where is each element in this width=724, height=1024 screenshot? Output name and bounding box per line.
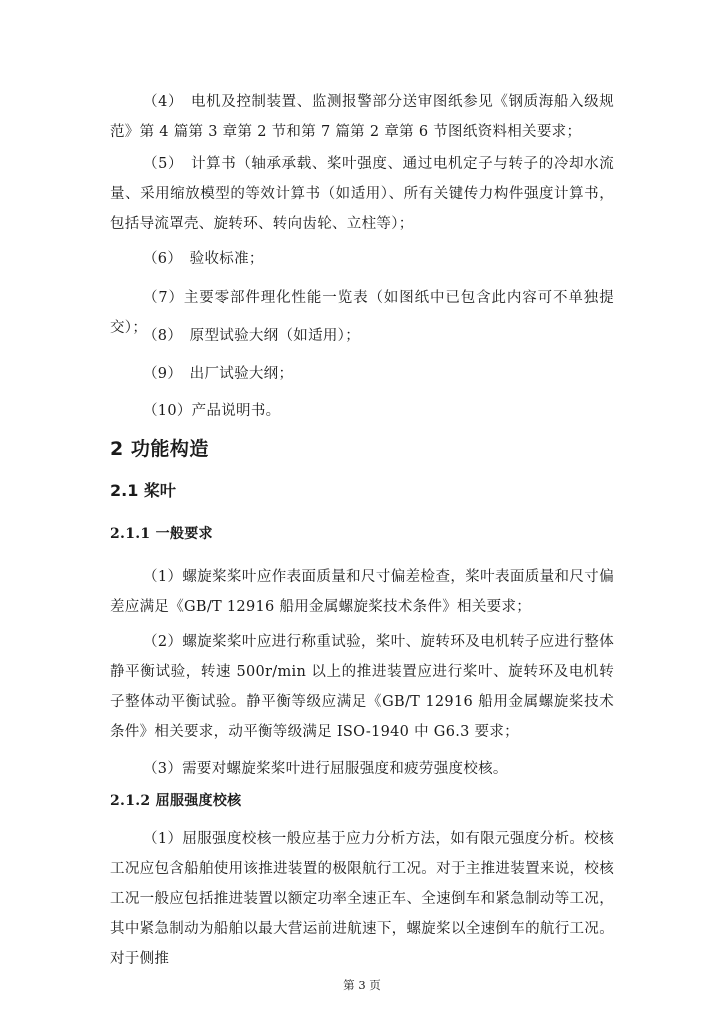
paragraph: （3）需要对螺旋桨桨叶进行屈服强度和疲劳强度校核。 bbox=[143, 761, 508, 777]
list-item-10: （10）产品说明书。 bbox=[143, 403, 281, 419]
list-item-8: （8） 原型试验大纲（如适用）； bbox=[143, 328, 361, 344]
page-number: 第 3 页 bbox=[343, 978, 381, 992]
subsection-heading: 2.1 桨叶 bbox=[110, 481, 176, 500]
list-item-6: （6） 验收标准； bbox=[143, 251, 264, 267]
list-item-7: （7）主要零部件理化性能一览表（如图纸中已包含此内容可不单独提交）； bbox=[110, 290, 614, 336]
paragraph: （1）螺旋桨桨叶应作表面质量和尺寸偏差检查，桨叶表面质量和尺寸偏差应满足《GB/T 12916 船用金属螺旋桨技术条件》相关要求； bbox=[110, 569, 614, 615]
list-item-4: （4） 电机及控制装置、监测报警部分送审图纸参见《钢质海船入级规范》第 4 篇第 3 章第 2 节和第 7 篇第 2 章第 6 节图纸资料相关要求； bbox=[110, 94, 614, 140]
subsubsection-heading-general: 2.1.1 一般要求 bbox=[110, 526, 213, 542]
paragraph: （1）屈服强度校核一般应基于应力分析方法，如有限元强度分析。校核工况应包含船舶使用该推进装置的极限航行工况。对于主推进装置来说，校核工况一般应包括推进装置以额定功率全速正车、全速倒车和紧急制动等工况，其中紧急制动为船舶以最大营运前进航速下，螺旋桨以全速倒车的航行工况。对于侧推 bbox=[110, 831, 614, 967]
subsubsection-heading-yield: 2.1.2 屈服强度校核 bbox=[110, 793, 242, 809]
list-item-9: （9） 出厂试验大纲； bbox=[143, 366, 294, 382]
paragraph: （2）螺旋桨桨叶应进行称重试验，桨叶、旋转环及电机转子应进行整体静平衡试验，转速 500r/min 以上的推进装置应进行桨叶、旋转环及电机转子整体动平衡试验。静平衡等级应满足《GB/T 12916 船用金属螺旋桨技术条件》相关要求，动平衡等级满足 ISO-1940 中 G6.3 要求； bbox=[110, 634, 614, 740]
list-item-5: （5） 计算书（轴承承载、桨叶强度、通过电机定子与转子的冷却水流量、采用缩放模型的等效计算书（如适用）、所有关键传力构件强度计算书，包括导流罩壳、旋转环、转向齿轮、立柱等）； bbox=[110, 156, 614, 232]
section-heading: 2 功能构造 bbox=[110, 438, 209, 460]
